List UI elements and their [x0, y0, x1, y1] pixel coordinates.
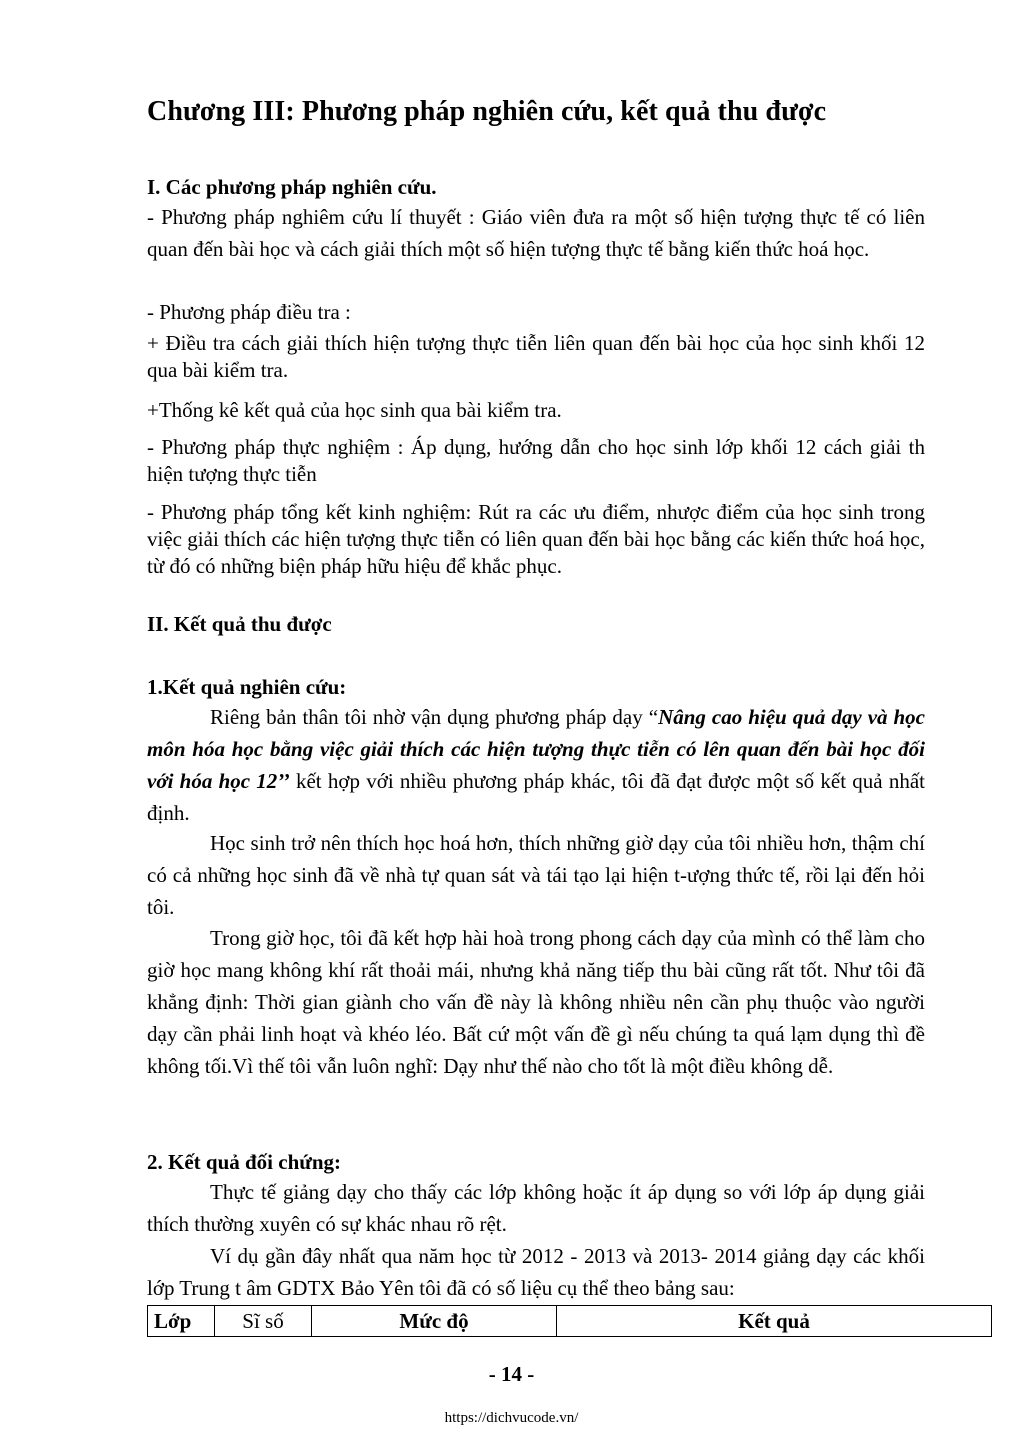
research-results-paragraph-3: Trong giờ học, tôi đã kết hợp hài hoà trong phong cách dạy của mình có thể làm cho giờ học mang không khí rất thoải mái, nhưng khả năng tiếp thu bài cũng rất tốt. Như tôi đã khẳng định: Thời gian giành cho vấn đề này là không nhiều nên cần phụ thuộc vào người dạy cần phải linh hoạt và khéo léo. Bất cứ một vấn đề gì nếu chúng ta quá lạm dụng thì đề không tối.Vì thế tôi vẫn luôn nghĩ: Dạy như thế nào cho tốt là một điều không dễ.	[147, 926, 925, 1078]
results-table	[147, 1305, 992, 1337]
footer-url: https://dichvucode.vn/	[444, 1410, 579, 1426]
method-experiment: - Phương pháp thực nghiệm : Áp dụng, hướng dẫn cho học sinh lớp khối 12 cách giải th hiện tượng thực tiễn	[147, 435, 925, 486]
section2-heading: II. Kết quả thu được	[147, 612, 332, 636]
method-survey-detail-2: +Thống kê kết quả của học sinh qua bài kiểm tra.	[147, 398, 562, 422]
section1-heading: I. Các phương pháp nghiên cứu.	[147, 175, 437, 199]
header-result: Kết quả	[557, 1306, 992, 1337]
header-level: Mức độ	[312, 1306, 557, 1337]
research-results-paragraph-1	[147, 701, 925, 829]
research-results-paragraph-2: Học sinh trở nên thích học hoá hơn, thích những giờ dạy của tôi nhiều hơn, thậm chí có cả những học sinh đã về nhà tự quan sát và tái tạo lại hiện t-ượng thức tế, rồi lại đến hỏi tôi.	[147, 831, 925, 919]
method-survey-detail-1: + Điều tra cách giải thích hiện tượng thực tiễn liên quan đến bài học của học sinh khối 12 qua bài kiểm tra.	[147, 331, 925, 382]
research-results-heading: 1.Kết quả nghiên cứu:	[147, 675, 347, 699]
comparison-results-paragraph-1: Thực tế giảng dạy cho thấy các lớp không hoặc ít áp dụng so với lớp áp dụng giải thích thường xuyên có sự khác nhau rõ rệt.	[147, 1180, 925, 1236]
chapter-title: Chương III: Phương pháp nghiên cứu, kết quả thu được	[147, 96, 827, 127]
table-header-row	[148, 1306, 992, 1337]
paragraph-text-before: Riêng bản thân tôi nhờ vận dụng phương pháp dạy “	[210, 705, 659, 729]
header-class: Lớp	[148, 1306, 215, 1337]
comparison-results-paragraph-2: Ví dụ gần đây nhất qua năm học từ 2012 - 2013 và 2013- 2014 giảng dạy các khối lớp Trung t âm GDTX Bảo Yên tôi đã có số liệu cụ thể theo bảng sau:	[147, 1244, 925, 1300]
page-number: - 14 -	[488, 1362, 535, 1386]
method-experience: - Phương pháp tổng kết kinh nghiệm: Rút ra các ưu điểm, nhược điểm của học sinh trong việc giải thích các hiện tượng thực tiễn có liên quan đến bài học bằng các kiến thức hoá học, từ đó có những biện pháp hữu hiệu để khắc phục.	[147, 500, 925, 578]
comparison-results-heading: 2. Kết quả đối chứng:	[147, 1150, 342, 1174]
header-class-size: Sĩ số	[215, 1306, 312, 1337]
method-name-emphasis: Nâng cao hiệu quả dạy và học môn hóa học bằng việc giải thích các hiện tượng thực tiễn có lên quan đến bài học đối với hóa học 12’’	[147, 705, 926, 793]
method-theory: - Phương pháp nghiêm cứu lí thuyết : Giáo viên đưa ra một số hiện tượng thực tế có liên quan đến bài học và cách giải thích một số hiện tượng thực tế bằng kiến thức hoá học.	[147, 205, 925, 261]
paragraph-text-after: kết hợp với nhiều phương pháp khác, tôi đã đạt được một số kết quả nhất định.	[147, 769, 926, 825]
method-survey: - Phương pháp điều tra :	[147, 300, 351, 324]
